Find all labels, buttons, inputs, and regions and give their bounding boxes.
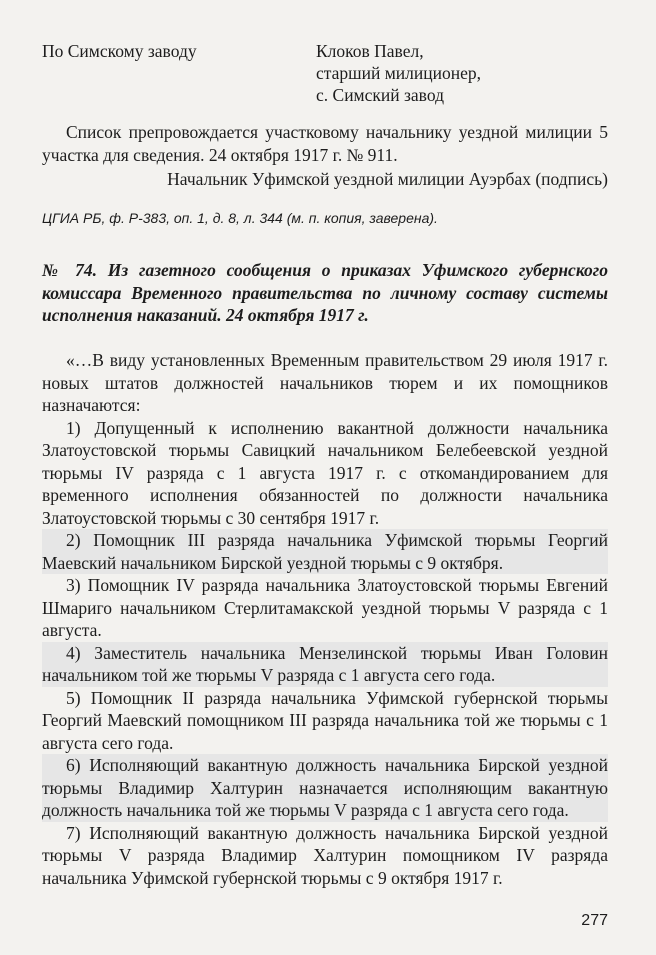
list-item: 7) Исполняющий вакантную должность начальника Бирской уездной тюрьмы V разряда Владимир Халтурин помощником IV разряда начальника Уфимской губернской тюрьмы с 9 октября 1917 г.: [42, 822, 608, 888]
page-number: 277: [581, 912, 608, 929]
header-left: По Симскому заводу: [42, 41, 197, 61]
document-heading: № 74. Из газетного сообщения о приказах Уфимского губернского комиссара Временного правительства по личному составу системы исполнения наказаний. 24 октября 1917 г.: [42, 260, 608, 325]
list-item: 2) Помощник III разряда начальника Уфимской тюрьмы Георгий Маевский начальником Бирской уездной тюрьмы с 9 октября.: [42, 530, 608, 573]
intro-paragraph: «…В виду установленных Временным правительством 29 июля 1917 г. новых штатов должностей начальников тюрем и их помощников назначаются:: [42, 350, 608, 415]
header-right: [316, 40, 481, 106]
signature-line: Начальник Уфимской уездной милиции Ауэрбах (подпись): [167, 169, 608, 189]
header-right-line: старший милиционер,: [316, 63, 482, 83]
list-item: 6) Исполняющий вакантную должность начальника Бирской уездной тюрьмы Владимир Халтурин назначается исполняющим вакантную должность начальника той же тюрьмы V разряда с 1 августа сего года.: [42, 755, 608, 820]
document-body: [42, 349, 608, 889]
list-item: 1) Допущенный к исполнению вакантной должности начальника Златоустовской тюрьмы Савицкий начальником Белебеевской уездной тюрьмы IV разряда с 1 августа 1917 г. с откомандированием для временного исполнения обязанностей по должности начальника Златоустовской тюрьмы с 30 сентября 1917 г.: [42, 417, 608, 528]
header-right-line: с. Симский завод: [316, 85, 444, 105]
list-note: Список препровождается участковому начальнику уездной милиции 5 участка для сведения. 24 октября 1917 г. № 911.: [42, 122, 608, 165]
list-item: 5) Помощник II разряда начальника Уфимской губернской тюрьмы Георгий Маевский помощником III разряда начальника той же тюрьмы с 1 августа сего года.: [42, 687, 608, 753]
list-item: 4) Заместитель начальника Мензелинской тюрьмы Иван Головин начальником той же тюрьмы V разряда с 1 августа сего года.: [42, 642, 608, 685]
list-item: 3) Помощник IV разряда начальника Златоустовской тюрьмы Евгений Шмариго начальником Стерлитамакской уездной тюрьмы V разряда с 1 августа.: [42, 575, 608, 640]
archive-reference: ЦГИА РБ, ф. Р-383, оп. 1, д. 8, л. 344 (м. п. копия, заверена).: [42, 210, 438, 226]
header-right-line: Клоков Павел,: [316, 41, 424, 61]
